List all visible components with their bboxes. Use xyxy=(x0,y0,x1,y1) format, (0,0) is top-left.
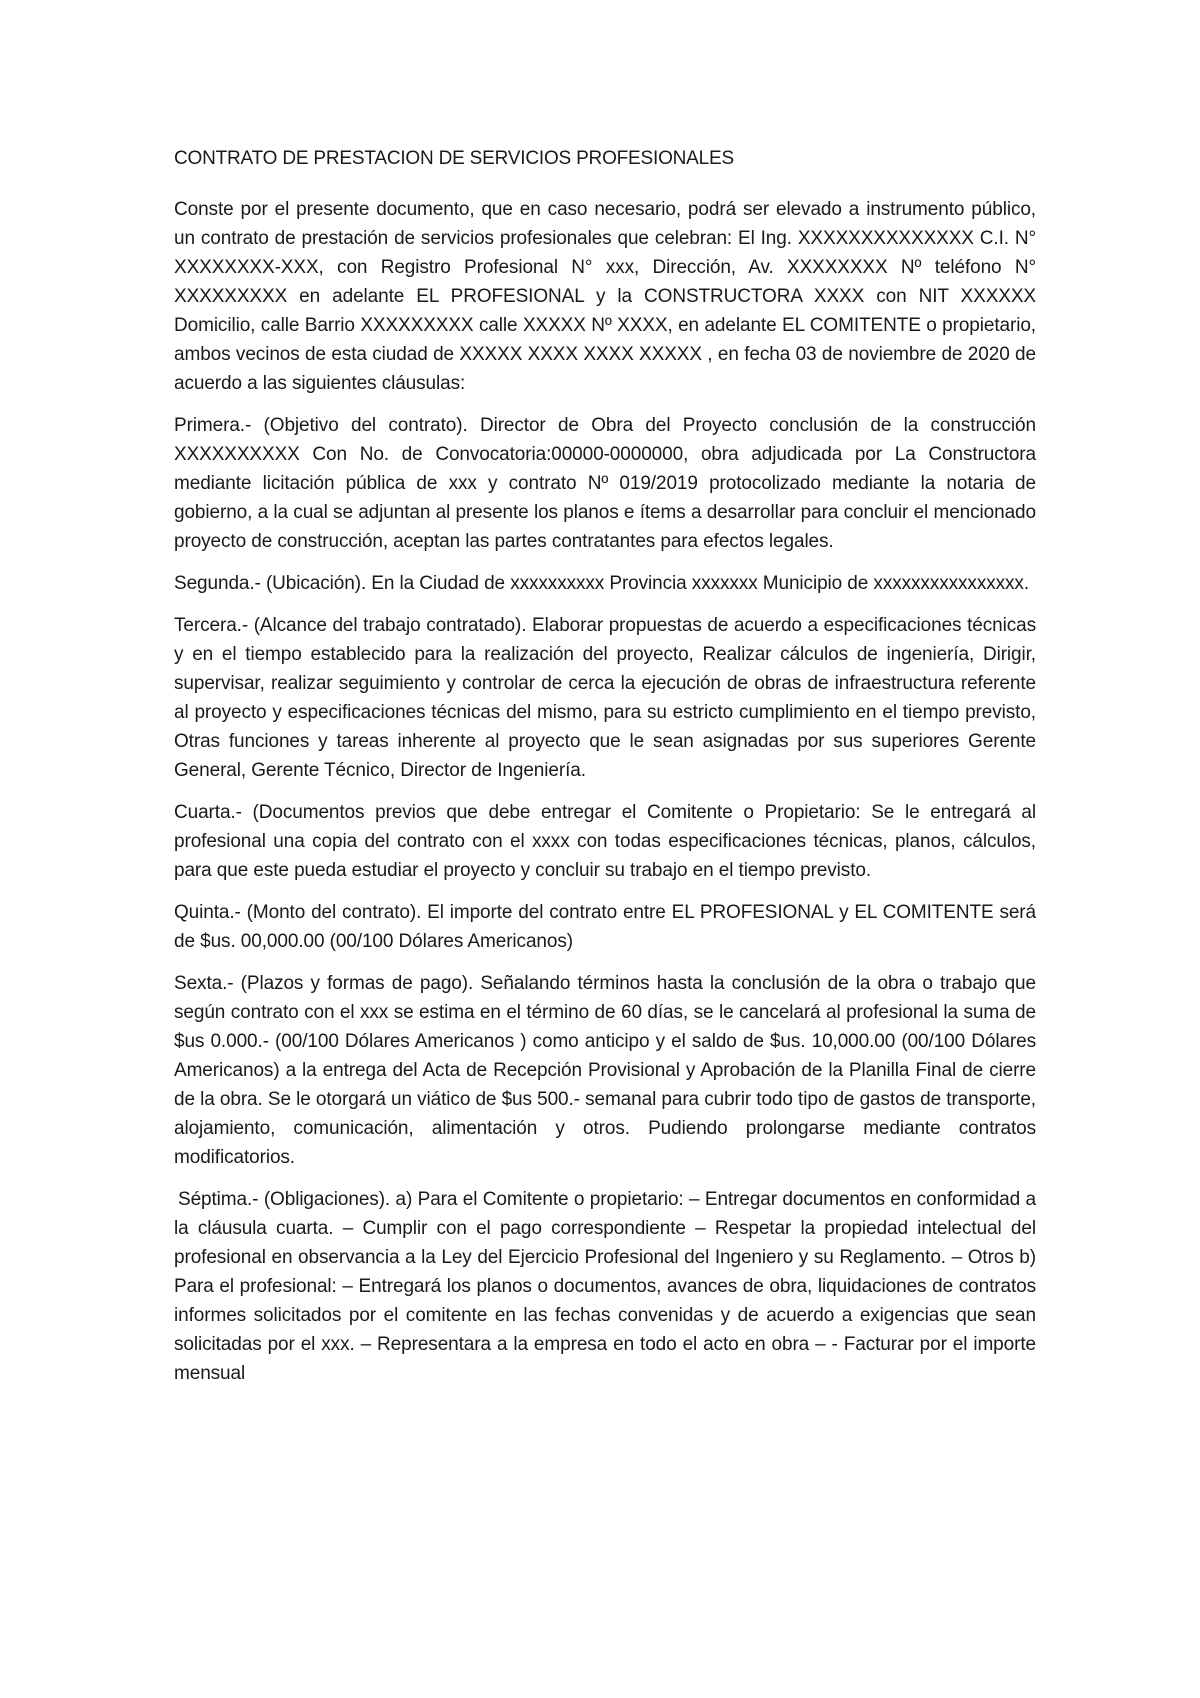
clause-septima-text: a) Para el Comitente o propietario: – Entregar documentos en conformidad a la cláusula cuarta. – Cumplir con el pago correspondiente – Respetar la propiedad intelectual del profesional en observancia a la Ley del Ejercicio Profesional del Ingeniero y su Reglamento. – Otros b) Para el profesional: – Entregará los planos o documentos, avances de obra, liquidaciones de contratos informes solicitados por el comitente en las fechas convenidas y de acuerdo a exigencias que sean solicitadas por el xxx. – Representara a la empresa en todo el acto en obra – - Facturar por el importe mensual xyxy=(174,1189,1036,1384)
clause-segunda-text: En la Ciudad de xxxxxxxxxx Provincia xxxxxxx Municipio de xxxxxxxxxxxxxxxx. xyxy=(366,573,1029,594)
clause-segunda xyxy=(174,569,1036,598)
clause-cuarta xyxy=(174,798,1036,885)
clause-quinta xyxy=(174,898,1036,956)
clause-sexta-heading: Sexta.- (Plazos y formas de pago). xyxy=(174,973,474,994)
intro-paragraph: Conste por el presente documento, que en caso necesario, podrá ser elevado a instrumento público, un contrato de prestación de servicios profesionales que celebran: El Ing. XXXXXXXXXXXXXX C.I. N° XXXXXXXX-XXX, con Registro Profesional N° xxx, Dirección, Av. XXXXXXXX Nº teléfono N° XXXXXXXXX en adelante EL PROFESIONAL y la CONSTRUCTORA XXXX con NIT XXXXXX Domicilio, calle Barrio XXXXXXXXX calle XXXXX Nº XXXX, en adelante EL COMITENTE o propietario, ambos vecinos de esta ciudad de XXXXX XXXX XXXX XXXXX , en fecha 03 de noviembre de 2020 de acuerdo a las siguientes cláusulas: xyxy=(174,199,1036,394)
clause-septima xyxy=(174,1185,1036,1388)
clause-quinta-heading: Quinta.- (Monto del contrato). xyxy=(174,902,422,923)
clause-cuarta-heading: Cuarta.- (Documentos previos que debe entregar el Comitente o Propietario: xyxy=(174,802,861,823)
clause-primera-text: Director de Obra del Proyecto conclusión de la construcción XXXXXXXXXX Con No. de Convocatoria:00000-0000000, obra adjudicada por La Constructora mediante licitación pública de xxx y contrato Nº 019/2019 protocolizado mediante la notaria de gobierno, a la cual se adjuntan al presente los planos e ítems a desarrollar para concluir el mencionado proyecto de construcción, aceptan las partes contratantes para efectos legales. xyxy=(174,415,1036,552)
clause-sexta-text: Señalando términos hasta la conclusión de la obra o trabajo que según contrato con el xxx se estima en el término de 60 días, se le cancelará al profesional la suma de $us 0.000.- (00/100 Dólares Americanos ) como anticipo y el saldo de $us. 10,000.00 (00/100 Dólares Americanos) a la entrega del Acta de Recepción Provisional y Aprobación de la Planilla Final de cierre de la obra. Se le otorgará un viático de $us 500.- semanal para cubrir todo tipo de gastos de transporte, alojamiento, comunicación, alimentación y otros. Pudiendo prolongarse mediante contratos modificatorios. xyxy=(174,973,1036,1168)
clause-primera-heading: Primera.- (Objetivo del contrato). xyxy=(174,415,468,436)
clause-tercera-heading: Tercera.- (Alcance del trabajo contratado). xyxy=(174,615,527,636)
clause-quinta-text: El importe del contrato entre EL PROFESIONAL y EL COMITENTE será de $us. 00,000.00 (00/100 Dólares Americanos) xyxy=(174,902,1036,952)
clause-septima-heading: Séptima.- (Obligaciones). xyxy=(178,1189,391,1210)
document-body xyxy=(174,144,1036,1401)
clause-sexta xyxy=(174,969,1036,1172)
clause-primera xyxy=(174,411,1036,556)
clause-tercera xyxy=(174,611,1036,785)
clause-tercera-text: Elaborar propuestas de acuerdo a especificaciones técnicas y en el tiempo establecido para la realización del proyecto, Realizar cálculos de ingeniería, Dirigir, supervisar, realizar seguimiento y controlar de cerca la ejecución de obras de infraestructura referente al proyecto y especificaciones técnicas del mismo, para su estricto cumplimiento en el tiempo previsto, Otras funciones y tareas inherente al proyecto que le sean asignadas por sus superiores Gerente General, Gerente Técnico, Director de Ingeniería. xyxy=(174,615,1036,781)
clause-cuarta-text: Se le entregará al profesional una copia del contrato con el xxxx con todas especificaciones técnicas, planos, cálculos, para que este pueda estudiar el proyecto y concluir su trabajo en el tiempo previsto. xyxy=(174,802,1036,881)
clause-segunda-heading: Segunda.- (Ubicación). xyxy=(174,573,367,594)
document-title: CONTRATO DE PRESTACION DE SERVICIOS PROFESIONALES xyxy=(174,148,734,169)
